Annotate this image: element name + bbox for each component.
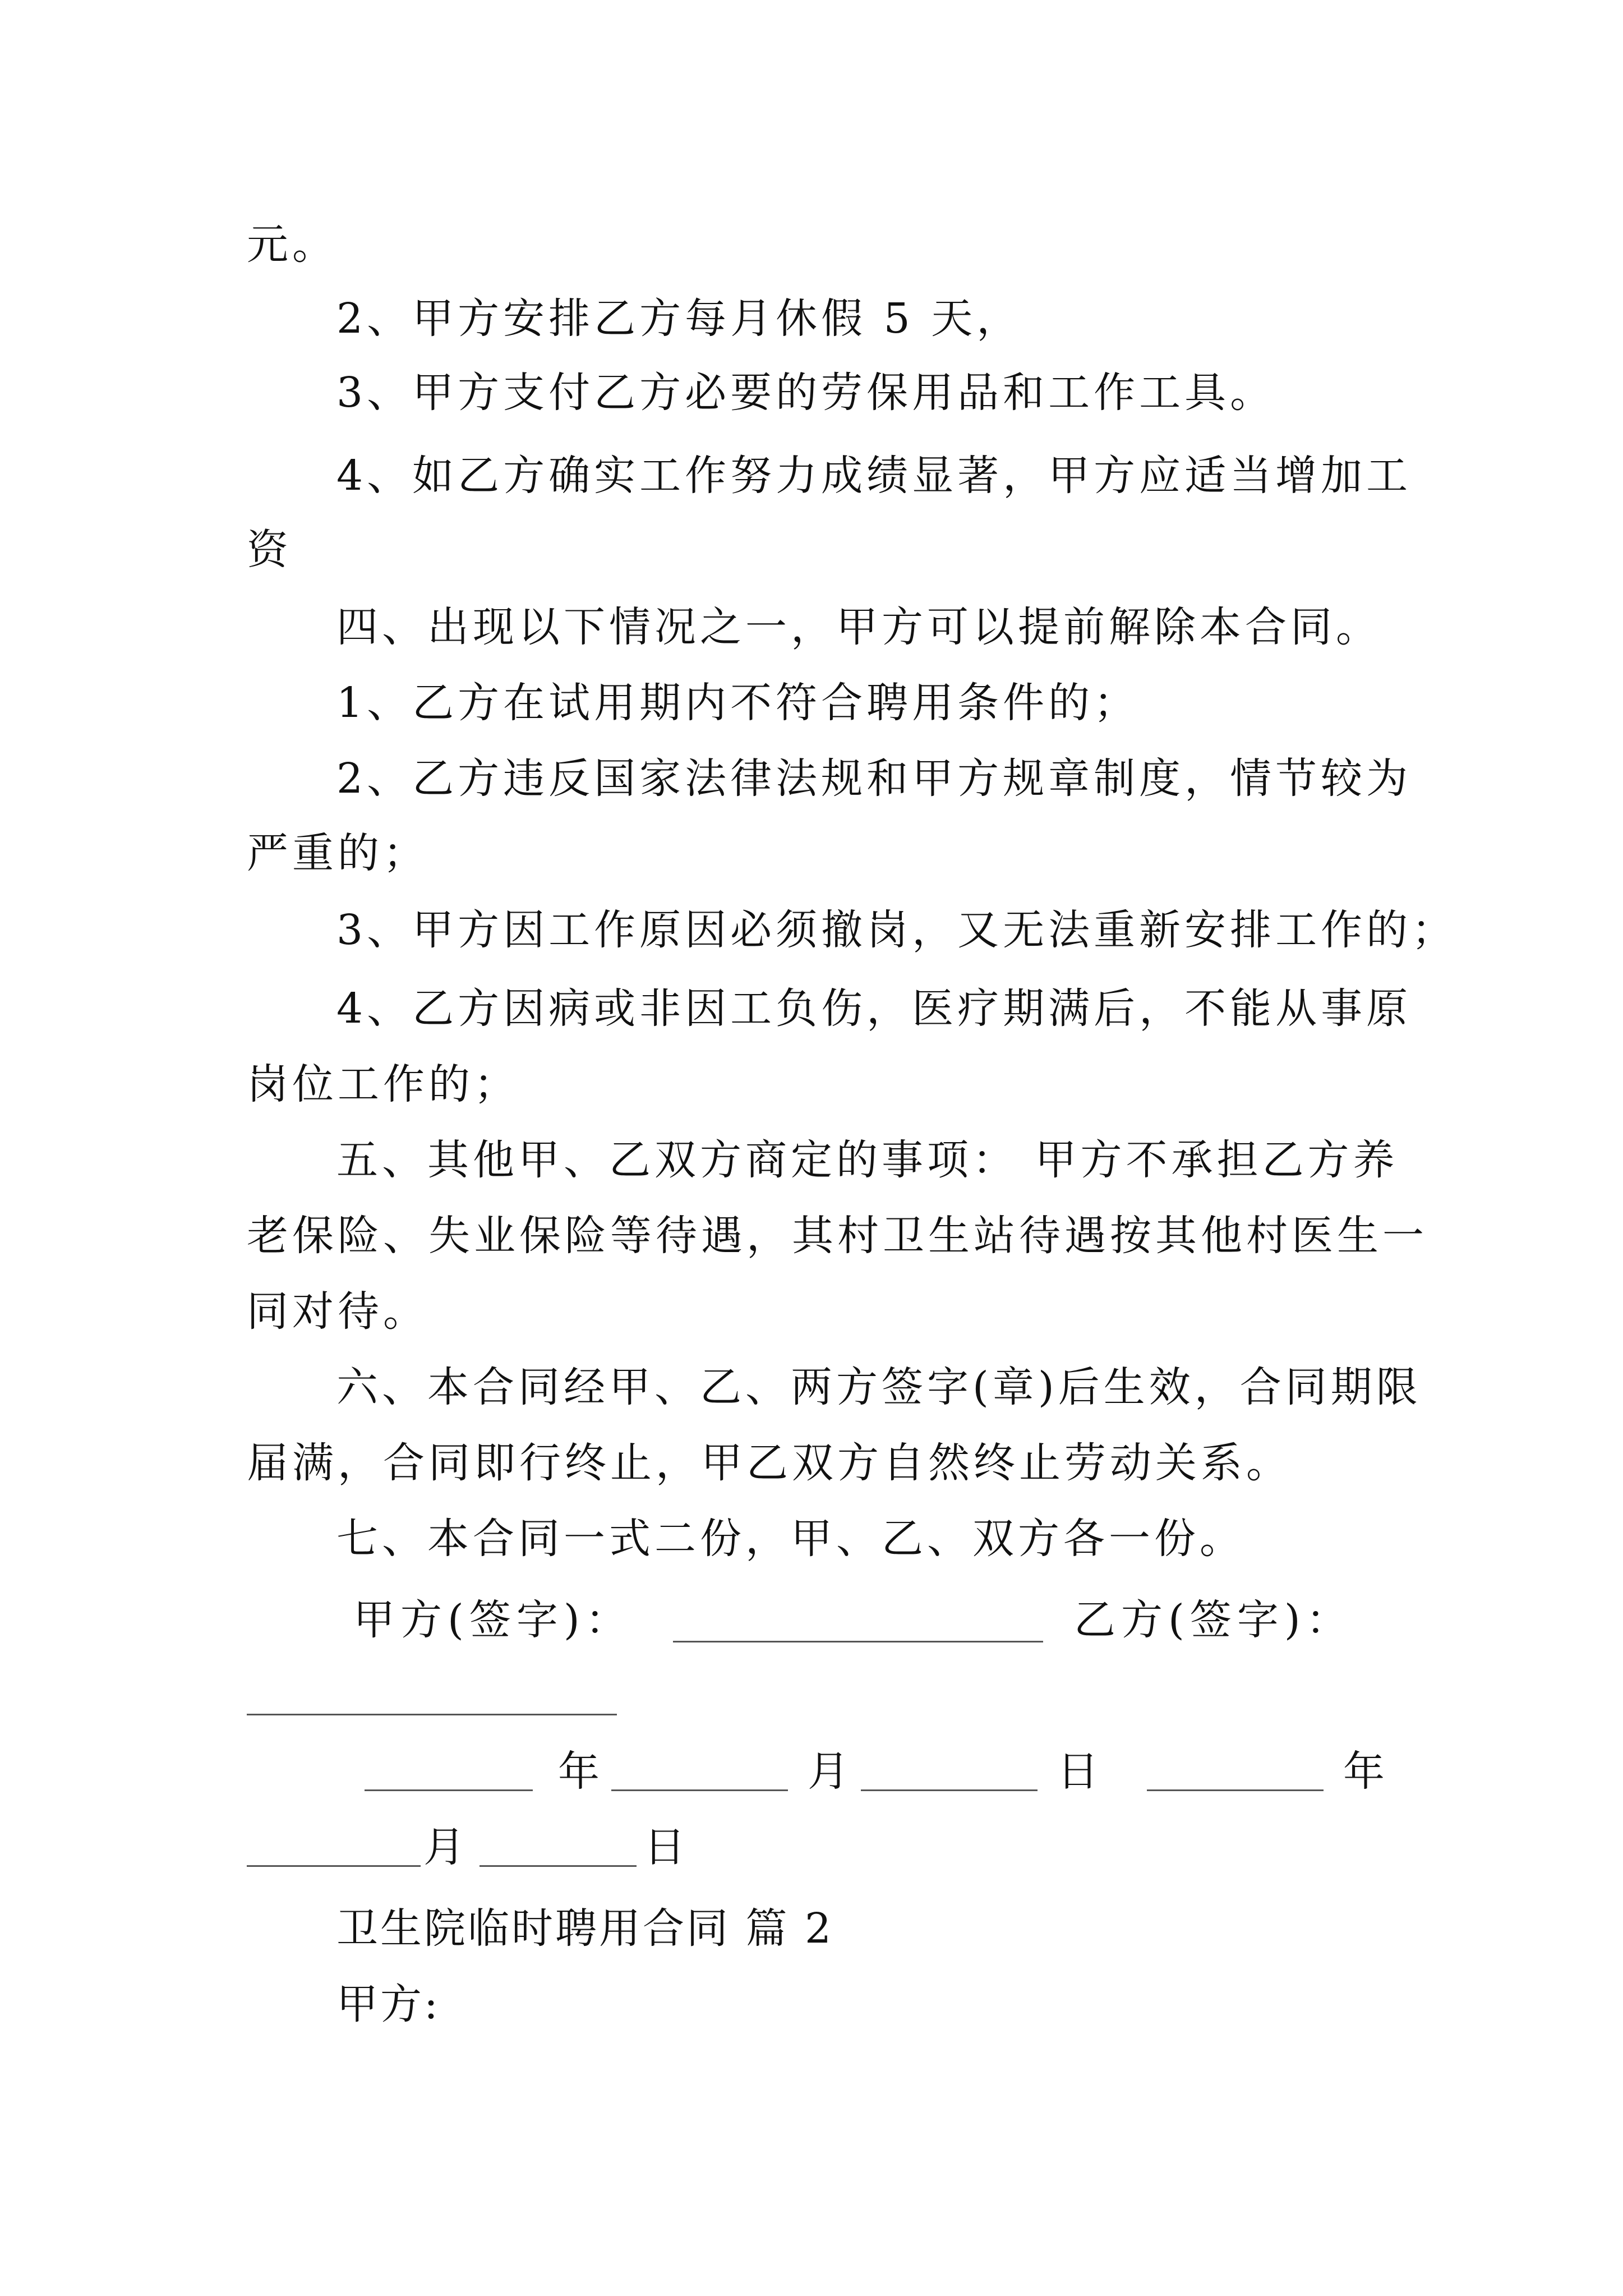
signature-party-a-label: 甲方(签字)： bbox=[353, 1596, 633, 1644]
paragraph-line: 4、如乙方确实工作努力成绩显著，甲方应适当增加工 bbox=[336, 452, 1412, 500]
paragraph-line: 4、乙方因病或非因工负伤，医疗期满后，不能从事原 bbox=[336, 984, 1412, 1033]
party-a-line: 甲方: bbox=[336, 1980, 440, 2028]
paragraph-line: 3、甲方支付乙方必要的劳保用品和工作工具。 bbox=[336, 369, 1276, 417]
paragraph-line: 2、乙方违反国家法律法规和甲方规章制度，情节较为 bbox=[336, 754, 1412, 803]
paragraph-line: 老保险、失业保险等待遇，其村卫生站待遇按其他村医生一 bbox=[247, 1212, 1428, 1260]
date-b-day-label: 日 bbox=[644, 1823, 691, 1871]
paragraph-line: 岗位工作的； bbox=[247, 1060, 519, 1108]
section-heading: 四、出现以下情况之一，甲方可以提前解除本合同。 bbox=[336, 603, 1381, 651]
paragraph-line: 资 bbox=[247, 526, 292, 574]
date-b-year-label: 年 bbox=[1343, 1747, 1390, 1796]
date-b-month-blank[interactable] bbox=[247, 1865, 421, 1867]
paragraph-line: 届满，合同即行终止，甲乙双方自然终止劳动关系。 bbox=[247, 1439, 1292, 1487]
section-heading: 五、其他甲、乙双方商定的事项： 甲方不承担乙方养 bbox=[336, 1136, 1399, 1184]
date-a-year-blank[interactable] bbox=[365, 1789, 533, 1791]
signature-party-b-blank[interactable] bbox=[247, 1714, 617, 1715]
paragraph-line: 同对待。 bbox=[247, 1287, 428, 1336]
date-a-day-label: 日 bbox=[1057, 1747, 1104, 1796]
date-b-year-blank[interactable] bbox=[1147, 1789, 1324, 1791]
date-a-month-blank[interactable] bbox=[611, 1789, 788, 1791]
date-b-month-label: 月 bbox=[423, 1823, 471, 1871]
date-a-day-blank[interactable] bbox=[861, 1789, 1038, 1791]
contract-heading: 卫生院临时聘用合同 篇 2 bbox=[336, 1904, 834, 1953]
signature-party-a-blank[interactable] bbox=[673, 1641, 1043, 1642]
paragraph-line: 2、甲方安排乙方每月休假 5 天， bbox=[336, 295, 1022, 343]
paragraph-line: 1、乙方在试用期内不符合聘用条件的； bbox=[336, 679, 1140, 727]
paragraph-line: 元。 bbox=[247, 220, 338, 269]
date-b-day-blank[interactable] bbox=[479, 1865, 637, 1867]
date-a-year-label: 年 bbox=[558, 1747, 605, 1796]
signature-party-b-label: 乙方(签字)： bbox=[1074, 1596, 1353, 1644]
section-heading: 六、本合同经甲、乙、两方签字(章)后生效，合同期限 bbox=[336, 1363, 1422, 1411]
date-a-month-label: 月 bbox=[808, 1747, 855, 1796]
paragraph-line: 3、甲方因工作原因必须撤岗，又无法重新安排工作的； bbox=[336, 906, 1458, 954]
paragraph-line: 严重的； bbox=[247, 829, 428, 877]
section-heading: 七、本合同一式二份，甲、乙、双方各一份。 bbox=[336, 1515, 1245, 1563]
